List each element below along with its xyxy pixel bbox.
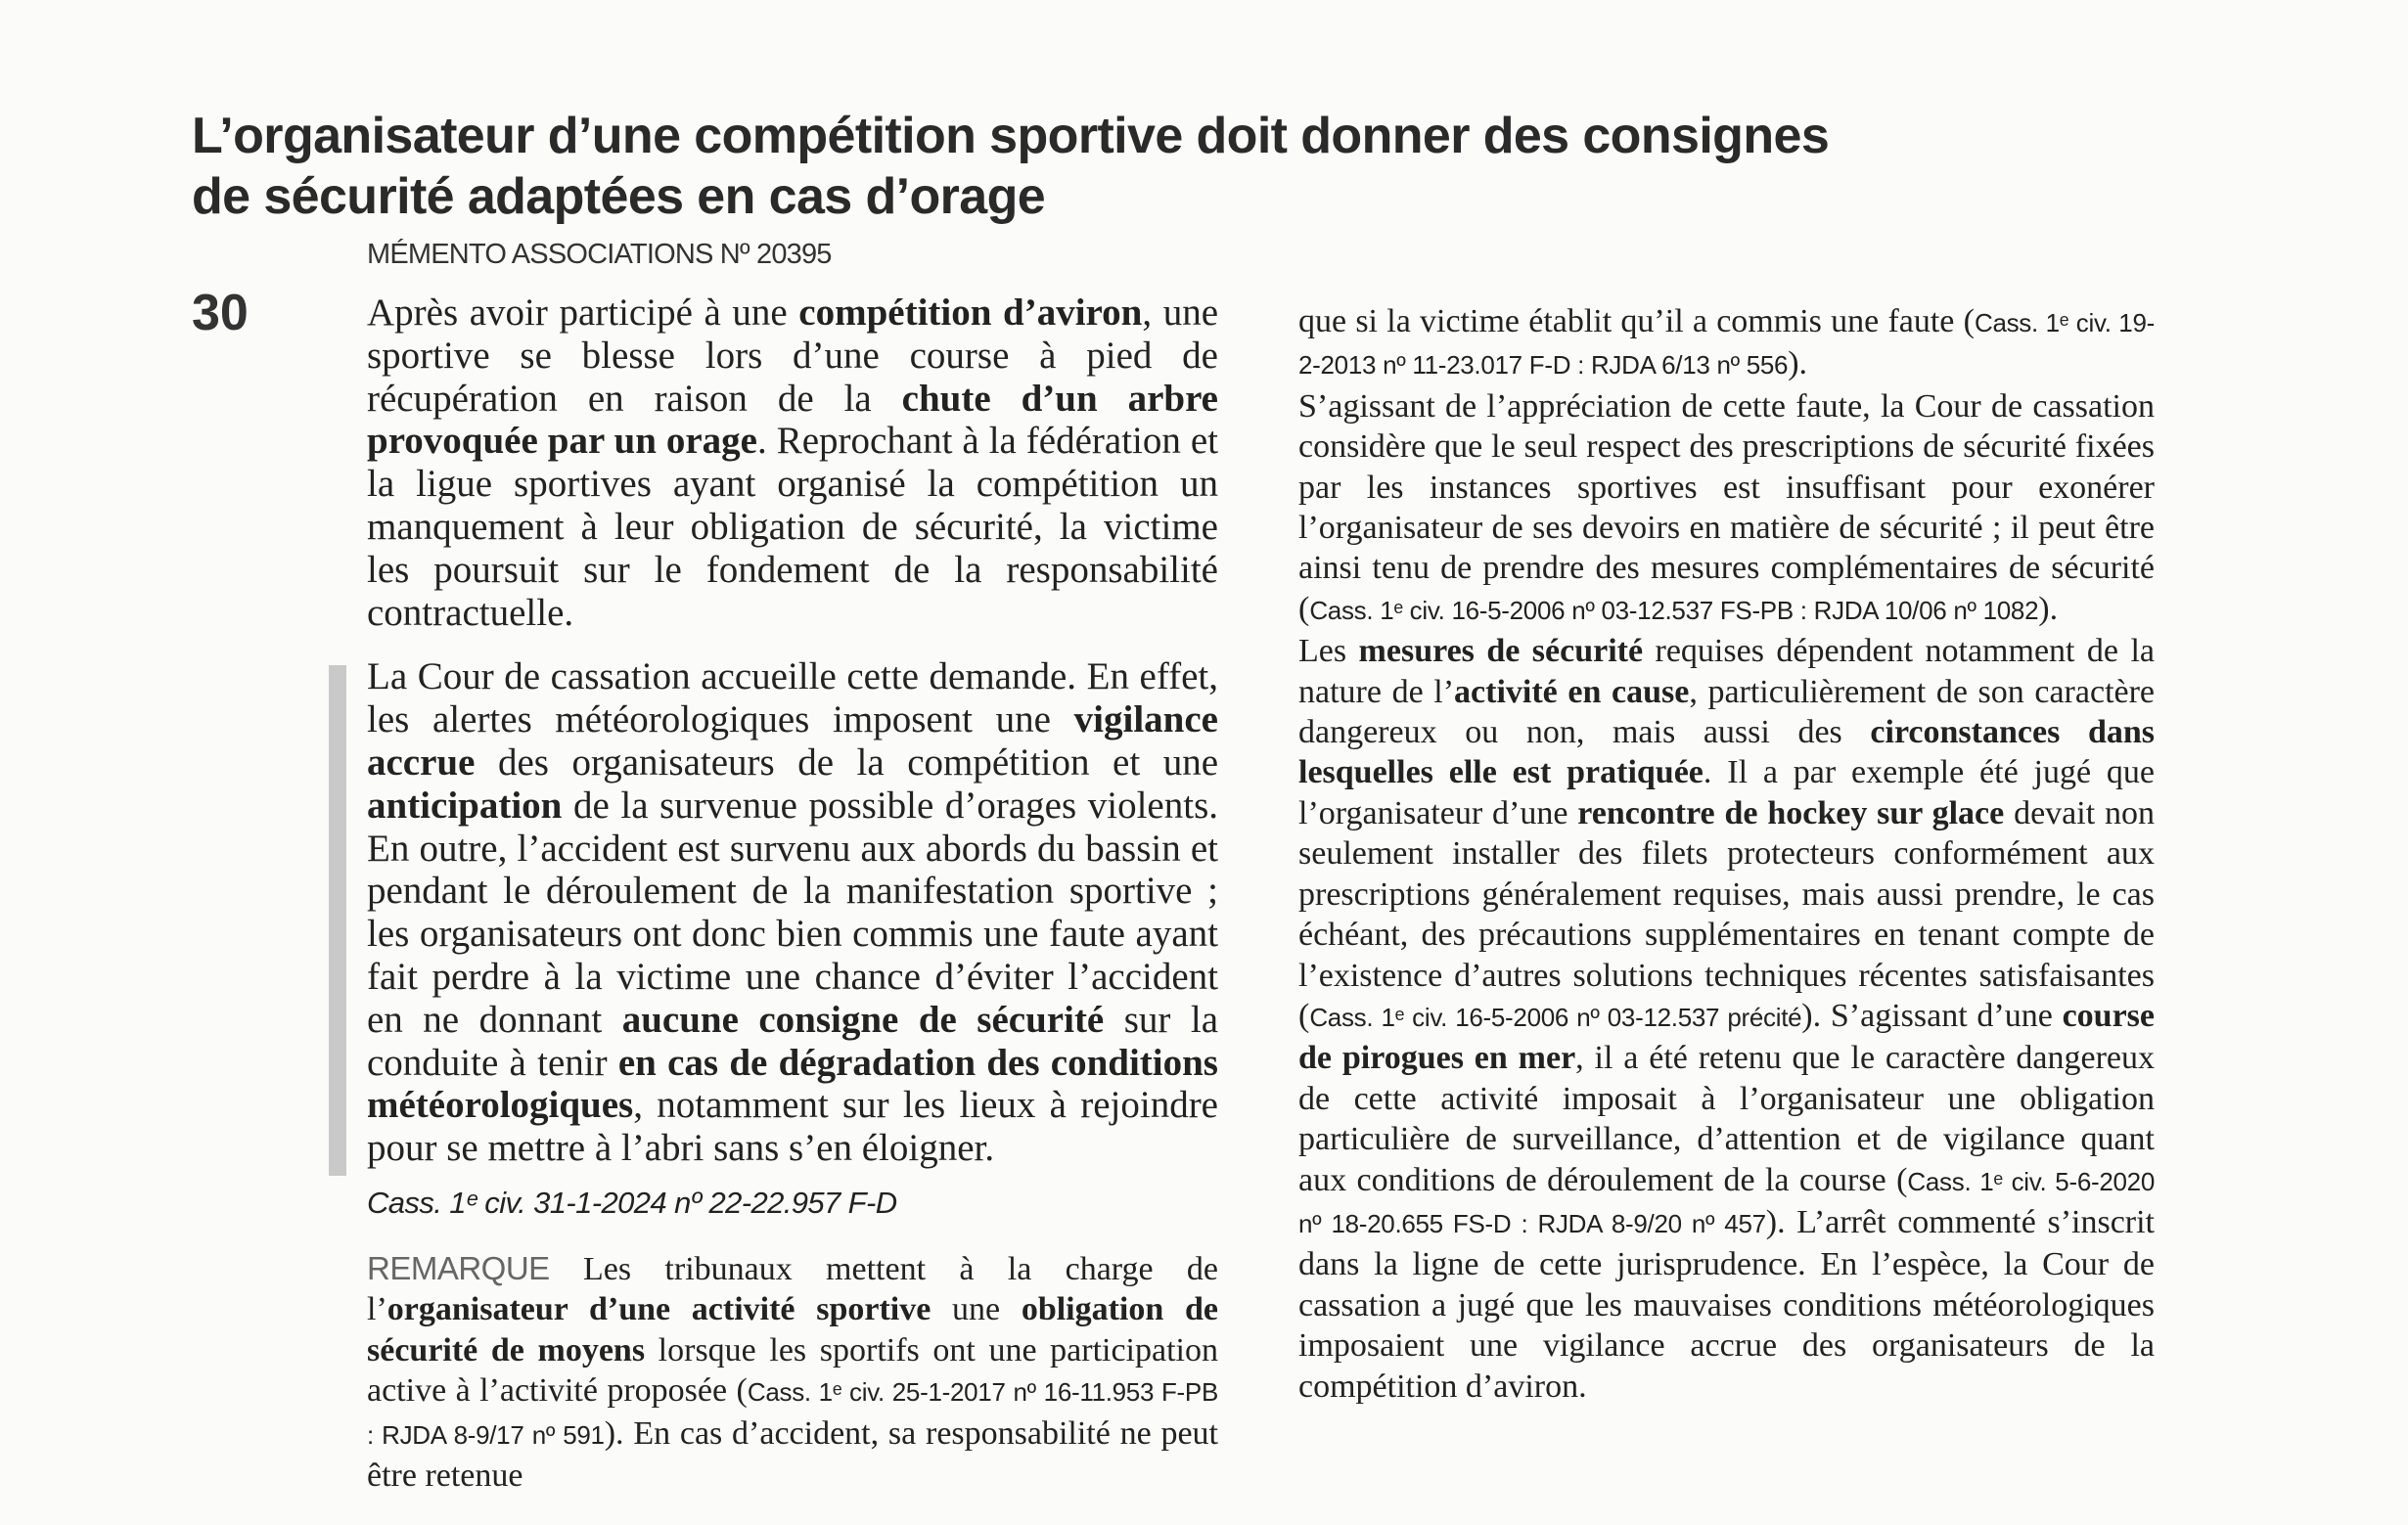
title-line-1: L’organisateur d’une compétition sportive doit donner des consignes [192, 108, 1830, 164]
remark-label: REMARQUE [367, 1249, 550, 1286]
highlight: mesures de sécurité [1358, 633, 1644, 670]
highlight: en cas de dégradation des conditions météorologiques [367, 1041, 1218, 1127]
highlight: activité en cause [1454, 673, 1690, 710]
margin-bar [329, 665, 346, 1176]
article-title [192, 106, 2168, 227]
highlight: obligation de sécurité de moyens [367, 1291, 1218, 1368]
highlight: organisateur d’une activité sportive [386, 1291, 931, 1328]
decision-block [367, 655, 1218, 1170]
decision-paragraph: La Cour de cassation accueille cette demande. En effet, les alertes météorologiques imposent une vigilance accrue des organisateurs de la compétition et une anticipation de la survenue possible d’orages violents. En outre, l’accident est survenu aux abords du bassin et pendant le déroulement de la manifestation sportive ; les organisateurs ont donc bien commis une faute ayant fait perdre à la victime une chance d’éviter l’accident en ne donnant aucune consigne de sécurité sur la conduite à tenir en cas de dégradation des conditions météorologiques, notamment sur les lieux à rejoindre pour se mettre à l’abri sans s’en éloigner. [367, 655, 1219, 1170]
highlight: aucune consigne de sécurité [621, 998, 1105, 1041]
appreciation-paragraph: S’agissant de l’appréciation de cette faute, la Cour de cassation considère que le seul respect des prescriptions de sécurité fixées par les instances sportives est insuffisant pour exonérer l’organisateur de ses devoirs en matière de sécurité ; il peut être ainsi tenu de prendre des mesures complémentaires de sécurité (Cass. 1ᵉ civ. 16-5-2006 nº 03-12.537 FS-PB : RJDA 10/06 nº 1082). [1298, 387, 2155, 627]
memento-reference: MÉMENTO ASSOCIATIONS Nº 20395 [367, 239, 832, 270]
highlight: circonstances dans lesquelles elle est pratiquée [1298, 714, 2155, 791]
right-column [1298, 301, 2155, 1407]
citation: Cass. 1ᵉ civ. 19-2-2013 nº 11-23.017 F-D : RJDA 6/13 nº 556 [1298, 308, 2155, 381]
citation: Cass. 1ᵉ civ. 25-1-2017 nº 16-11.953 F-PB : RJDA 8-9/17 nº 591 [367, 1377, 1219, 1450]
facts-paragraph: Après avoir participé à une compétition d’aviron, une sportive se blesse lors d’une course à pied de récupération en raison de la chute d’un arbre provoquée par un orage. Reprochant à la fédération et la ligue sportives ayant organisé la compétition un manquement à leur obligation de sécurité, la victime les poursuit sur le fondement de la responsabilité contractuelle. [367, 292, 1218, 634]
highlight: rencontre de hockey sur glace [1577, 794, 2005, 831]
citation: Cass. 1ᵉ civ. 16-5-2006 nº 03-12.537 précité [1309, 1002, 1802, 1032]
remark-paragraph: REMARQUE Les tribunaux mettent à la charge de l’organisateur d’une activité sportive une obligation de sécurité de moyens lorsque les sportifs ont une participation active à l’activité proposée (Cass. 1ᵉ civ. 25-1-2017 nº 16-11.953 F-PB : RJDA 8-9/17 nº 591). En cas d’accident, sa responsabilité ne peut être retenue [367, 1249, 1219, 1495]
case-reference: Cass. 1ᵉ civ. 31-1-2024 nº 22-22.957 F-D [367, 1185, 897, 1220]
article-number: 30 [192, 285, 249, 341]
highlight: chute d’un arbre provoquée par un orage [367, 377, 1218, 463]
citation: Cass. 1ᵉ civ. 16-5-2006 nº 03-12.537 FS-PB : RJDA 10/06 nº 1082 [1309, 595, 2039, 625]
title-line-2: de sécurité adaptées en cas d’orage [192, 168, 1046, 225]
highlight: vigilance accrue [367, 698, 1218, 784]
measures-paragraph: Les mesures de sécurité requises dépendent notamment de la nature de l’activité en cause, particulièrement de son caractère dangereux ou non, mais aussi des circonstances dans lesquelles elle est pratiquée. Il a par exemple été jugé que l’organisateur d’une rencontre de hockey sur glace devait non seulement installer des filets protecteurs conformément aux prescriptions généralement requises, mais aussi prendre, le cas échéant, des précautions supplémentaires en tenant compte de l’existence d’autres solutions techniques récentes satisfaisantes (Cass. 1ᵉ civ. 16-5-2006 nº 03-12.537 précité). S’agissant d’une course de pirogues en mer, il a été retenu que le caractère dangereux de cette activité imposait à l’organisateur une obligation particulière de surveillance, d’attention et de vigilance quant aux conditions de déroulement de la course (Cass. 1ᵉ civ. 5-6-2020 nº 18-20.655 FS-D : RJDA 8-9/20 nº 457). L’arrêt commenté s’inscrit dans la ligne de cette jurisprudence. En l’espèce, la Cour de cassation a jugé que les mauvaises conditions météorologiques imposaient une vigilance accrue des organisateurs de la compétition d’aviron. [1298, 633, 2156, 1405]
left-column [367, 292, 1218, 1497]
remark-continuation: que si la victime établit qu’il a commis une faute (Cass. 1ᵉ civ. 19-2-2013 nº 11-23.017 F-D : RJDA 6/13 nº 556). [1298, 303, 2155, 382]
citation: Cass. 1ᵉ civ. 5-6-2020 nº 18-20.655 FS-D : RJDA 8-9/20 nº 457 [1298, 1166, 2155, 1238]
highlight: compétition d’aviron [798, 292, 1143, 334]
highlight: anticipation [367, 784, 563, 827]
highlight: course de pirogues en mer [1298, 997, 2155, 1077]
